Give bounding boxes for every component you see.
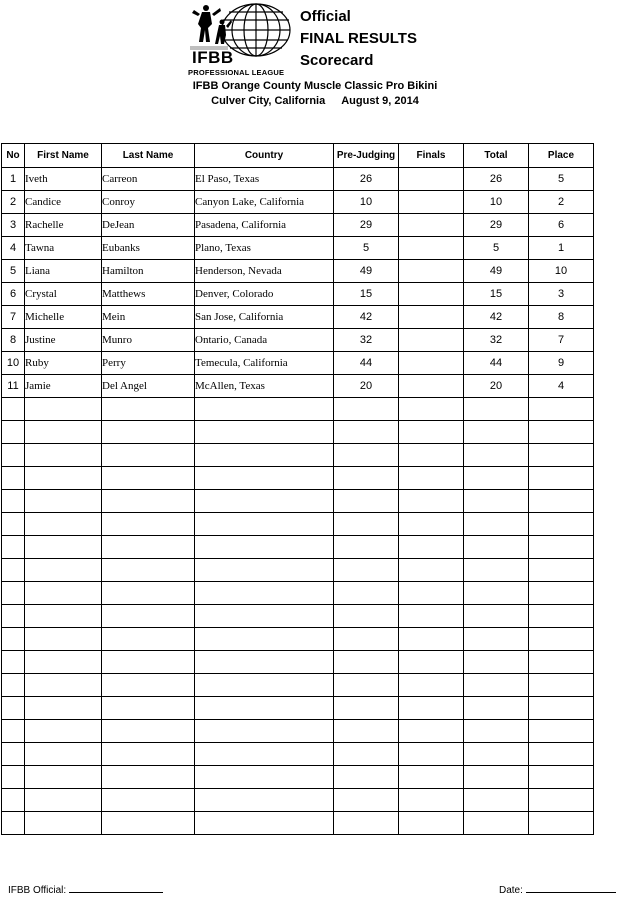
cell-last-name-empty [102, 766, 195, 789]
cell-finals [399, 168, 464, 191]
cell-first-name: Candice [25, 191, 102, 214]
cell-first-name-empty [25, 628, 102, 651]
cell-no: 6 [2, 283, 25, 306]
cell-first-name: Justine [25, 329, 102, 352]
cell-last-name-empty [102, 651, 195, 674]
cell-first-name-empty [25, 674, 102, 697]
col-header-country: Country [195, 144, 334, 168]
cell-finals [399, 375, 464, 398]
cell-finals-empty [399, 743, 464, 766]
cell-finals-empty [399, 812, 464, 835]
cell-pre-judging: 5 [334, 237, 399, 260]
cell-pre-judging-empty [334, 720, 399, 743]
cell-place-empty [529, 743, 594, 766]
cell-pre-judging-empty [334, 651, 399, 674]
cell-country-empty [195, 674, 334, 697]
cell-place-empty [529, 582, 594, 605]
table-row [2, 191, 594, 214]
cell-last-name: Mein [102, 306, 195, 329]
cell-first-name: Ruby [25, 352, 102, 375]
cell-place: 5 [529, 168, 594, 191]
cell-last-name-empty [102, 467, 195, 490]
cell-total-empty [464, 766, 529, 789]
cell-finals [399, 329, 464, 352]
cell-no-empty [2, 743, 25, 766]
cell-pre-judging: 10 [334, 191, 399, 214]
cell-no: 1 [2, 168, 25, 191]
cell-last-name-empty [102, 582, 195, 605]
cell-total-empty [464, 651, 529, 674]
cell-place-empty [529, 444, 594, 467]
cell-total: 10 [464, 191, 529, 214]
cell-pre-judging-empty [334, 743, 399, 766]
table-row [2, 214, 594, 237]
empty-table-row [2, 720, 594, 743]
cell-place-empty [529, 674, 594, 697]
cell-no-empty [2, 398, 25, 421]
cell-no: 4 [2, 237, 25, 260]
cell-finals-empty [399, 697, 464, 720]
cell-total: 42 [464, 306, 529, 329]
cell-last-name-empty [102, 421, 195, 444]
cell-pre-judging-empty [334, 536, 399, 559]
logo-ifbb-text: IFBB [192, 48, 234, 67]
cell-last-name-empty [102, 398, 195, 421]
cell-country: El Paso, Texas [195, 168, 334, 191]
table-row [2, 352, 594, 375]
event-location-date [0, 95, 630, 107]
cell-pre-judging: 32 [334, 329, 399, 352]
cell-place: 9 [529, 352, 594, 375]
cell-pre-judging: 44 [334, 352, 399, 375]
cell-pre-judging-empty [334, 513, 399, 536]
cell-last-name: Del Angel [102, 375, 195, 398]
cell-no-empty [2, 605, 25, 628]
cell-country: Ontario, Canada [195, 329, 334, 352]
empty-table-row [2, 490, 594, 513]
cell-first-name: Michelle [25, 306, 102, 329]
cell-place-empty [529, 605, 594, 628]
cell-place: 7 [529, 329, 594, 352]
cell-no-empty [2, 444, 25, 467]
cell-pre-judging-empty [334, 490, 399, 513]
cell-country-empty [195, 697, 334, 720]
cell-total: 15 [464, 283, 529, 306]
cell-pre-judging-empty [334, 582, 399, 605]
cell-place-empty [529, 421, 594, 444]
event-location: Culver City, California [211, 95, 326, 107]
cell-no: 3 [2, 214, 25, 237]
cell-total-empty [464, 812, 529, 835]
cell-country-empty [195, 398, 334, 421]
cell-total: 44 [464, 352, 529, 375]
cell-finals-empty [399, 766, 464, 789]
cell-place: 4 [529, 375, 594, 398]
cell-place: 6 [529, 214, 594, 237]
cell-pre-judging-empty [334, 812, 399, 835]
cell-no-empty [2, 812, 25, 835]
cell-first-name-empty [25, 444, 102, 467]
col-header-first-name: First Name [25, 144, 102, 168]
table-row [2, 375, 594, 398]
cell-last-name-empty [102, 720, 195, 743]
cell-last-name-empty [102, 605, 195, 628]
cell-total: 29 [464, 214, 529, 237]
cell-pre-judging-empty [334, 766, 399, 789]
cell-place-empty [529, 789, 594, 812]
empty-table-row [2, 536, 594, 559]
cell-finals-empty [399, 467, 464, 490]
cell-finals-empty [399, 789, 464, 812]
cell-country-empty [195, 628, 334, 651]
cell-last-name-empty [102, 789, 195, 812]
cell-country-empty [195, 467, 334, 490]
cell-first-name-empty [25, 467, 102, 490]
cell-finals [399, 260, 464, 283]
cell-country-empty [195, 789, 334, 812]
cell-country-empty [195, 513, 334, 536]
cell-first-name-empty [25, 513, 102, 536]
cell-no-empty [2, 697, 25, 720]
cell-country-empty [195, 444, 334, 467]
cell-pre-judging: 42 [334, 306, 399, 329]
cell-total: 26 [464, 168, 529, 191]
cell-first-name: Crystal [25, 283, 102, 306]
cell-place-empty [529, 467, 594, 490]
cell-total: 32 [464, 329, 529, 352]
cell-no-empty [2, 421, 25, 444]
cell-finals-empty [399, 513, 464, 536]
cell-last-name-empty [102, 444, 195, 467]
cell-no-empty [2, 490, 25, 513]
cell-first-name-empty [25, 490, 102, 513]
cell-first-name-empty [25, 766, 102, 789]
cell-country: Temecula, California [195, 352, 334, 375]
cell-pre-judging: 29 [334, 214, 399, 237]
cell-country: Pasadena, California [195, 214, 334, 237]
cell-country-empty [195, 812, 334, 835]
empty-table-row [2, 651, 594, 674]
cell-no: 2 [2, 191, 25, 214]
cell-total-empty [464, 582, 529, 605]
cell-no-empty [2, 651, 25, 674]
cell-first-name-empty [25, 720, 102, 743]
date-signature-line [526, 884, 616, 893]
col-header-no: No [2, 144, 25, 168]
cell-country-empty [195, 651, 334, 674]
cell-last-name-empty [102, 490, 195, 513]
col-header-last-name: Last Name [102, 144, 195, 168]
cell-first-name-empty [25, 536, 102, 559]
cell-last-name: Conroy [102, 191, 195, 214]
cell-pre-judging-empty [334, 628, 399, 651]
cell-no-empty [2, 513, 25, 536]
cell-pre-judging-empty [334, 697, 399, 720]
footer-official [8, 884, 163, 896]
cell-country: Plano, Texas [195, 237, 334, 260]
cell-first-name-empty [25, 743, 102, 766]
cell-total-empty [464, 444, 529, 467]
cell-total-empty [464, 697, 529, 720]
cell-first-name-empty [25, 789, 102, 812]
cell-no-empty [2, 789, 25, 812]
table-row [2, 168, 594, 191]
cell-pre-judging: 15 [334, 283, 399, 306]
cell-first-name-empty [25, 421, 102, 444]
cell-finals-empty [399, 605, 464, 628]
cell-country: San Jose, California [195, 306, 334, 329]
cell-first-name-empty [25, 398, 102, 421]
cell-finals-empty [399, 628, 464, 651]
date-label: Date: [499, 885, 523, 896]
cell-total-empty [464, 605, 529, 628]
cell-no: 10 [2, 352, 25, 375]
cell-no: 7 [2, 306, 25, 329]
cell-country-empty [195, 490, 334, 513]
cell-finals [399, 191, 464, 214]
cell-finals-empty [399, 536, 464, 559]
empty-table-row [2, 743, 594, 766]
cell-pre-judging-empty [334, 605, 399, 628]
empty-table-row [2, 628, 594, 651]
cell-last-name: Matthews [102, 283, 195, 306]
cell-first-name-empty [25, 812, 102, 835]
cell-pre-judging-empty [334, 444, 399, 467]
cell-no-empty [2, 536, 25, 559]
cell-first-name-empty [25, 559, 102, 582]
cell-finals-empty [399, 490, 464, 513]
cell-pre-judging: 20 [334, 375, 399, 398]
cell-total-empty [464, 421, 529, 444]
table-header-row [2, 144, 594, 168]
cell-last-name-empty [102, 536, 195, 559]
cell-total-empty [464, 559, 529, 582]
cell-place-empty [529, 812, 594, 835]
empty-table-row [2, 674, 594, 697]
cell-last-name: Carreon [102, 168, 195, 191]
results-table [1, 143, 594, 835]
cell-first-name: Iveth [25, 168, 102, 191]
cell-no-empty [2, 766, 25, 789]
cell-last-name: Eubanks [102, 237, 195, 260]
logo-league-text: PROFESSIONAL LEAGUE [188, 68, 285, 77]
cell-total: 20 [464, 375, 529, 398]
cell-last-name-empty [102, 812, 195, 835]
empty-table-row [2, 605, 594, 628]
cell-place-empty [529, 398, 594, 421]
cell-pre-judging-empty [334, 398, 399, 421]
cell-no: 5 [2, 260, 25, 283]
cell-country-empty [195, 559, 334, 582]
cell-finals [399, 237, 464, 260]
cell-country: Denver, Colorado [195, 283, 334, 306]
cell-last-name: Perry [102, 352, 195, 375]
empty-table-row [2, 513, 594, 536]
cell-total: 49 [464, 260, 529, 283]
cell-finals [399, 283, 464, 306]
cell-first-name-empty [25, 605, 102, 628]
cell-total-empty [464, 513, 529, 536]
cell-total-empty [464, 743, 529, 766]
table-row [2, 306, 594, 329]
cell-first-name: Rachelle [25, 214, 102, 237]
table-row [2, 237, 594, 260]
cell-place: 8 [529, 306, 594, 329]
cell-place-empty [529, 536, 594, 559]
cell-place-empty [529, 513, 594, 536]
cell-first-name-empty [25, 697, 102, 720]
cell-country-empty [195, 743, 334, 766]
col-header-finals: Finals [399, 144, 464, 168]
cell-no-empty [2, 720, 25, 743]
official-signature-line [69, 884, 163, 893]
official-label: IFBB Official: [8, 885, 67, 896]
event-date: August 9, 2014 [341, 95, 419, 107]
cell-first-name-empty [25, 582, 102, 605]
col-header-place: Place [529, 144, 594, 168]
cell-no-empty [2, 628, 25, 651]
cell-place: 2 [529, 191, 594, 214]
col-header-total: Total [464, 144, 529, 168]
cell-total-empty [464, 536, 529, 559]
title-official: Official [300, 8, 351, 25]
footer-date [499, 884, 616, 896]
cell-place: 3 [529, 283, 594, 306]
empty-table-row [2, 766, 594, 789]
cell-country: McAllen, Texas [195, 375, 334, 398]
empty-table-row [2, 467, 594, 490]
cell-total-empty [464, 789, 529, 812]
empty-table-row [2, 398, 594, 421]
cell-last-name-empty [102, 697, 195, 720]
empty-table-row [2, 444, 594, 467]
cell-total: 5 [464, 237, 529, 260]
empty-table-row [2, 789, 594, 812]
cell-last-name: DeJean [102, 214, 195, 237]
cell-finals-empty [399, 398, 464, 421]
cell-last-name-empty [102, 559, 195, 582]
cell-finals [399, 306, 464, 329]
cell-country-empty [195, 605, 334, 628]
cell-last-name-empty [102, 513, 195, 536]
cell-no: 11 [2, 375, 25, 398]
cell-last-name-empty [102, 674, 195, 697]
cell-total-empty [464, 628, 529, 651]
cell-country: Henderson, Nevada [195, 260, 334, 283]
cell-place-empty [529, 697, 594, 720]
cell-finals-empty [399, 582, 464, 605]
title-scorecard: Scorecard [300, 52, 374, 69]
cell-total-empty [464, 467, 529, 490]
cell-finals-empty [399, 720, 464, 743]
cell-no-empty [2, 582, 25, 605]
cell-finals-empty [399, 651, 464, 674]
cell-finals [399, 352, 464, 375]
cell-total-empty [464, 674, 529, 697]
cell-place-empty [529, 720, 594, 743]
title-final-results: FINAL RESULTS [300, 30, 417, 47]
cell-country-empty [195, 536, 334, 559]
cell-country-empty [195, 421, 334, 444]
empty-table-row [2, 421, 594, 444]
col-header-pre-judging: Pre-Judging [334, 144, 399, 168]
cell-place-empty [529, 628, 594, 651]
cell-no: 8 [2, 329, 25, 352]
cell-no-empty [2, 559, 25, 582]
table-row [2, 260, 594, 283]
cell-first-name: Jamie [25, 375, 102, 398]
empty-table-row [2, 812, 594, 835]
empty-table-row [2, 559, 594, 582]
cell-place-empty [529, 766, 594, 789]
cell-place-empty [529, 559, 594, 582]
cell-place: 10 [529, 260, 594, 283]
cell-last-name-empty [102, 743, 195, 766]
event-name: IFBB Orange County Muscle Classic Pro Bikini [192, 80, 438, 92]
cell-finals-empty [399, 559, 464, 582]
table-row [2, 283, 594, 306]
cell-pre-judging-empty [334, 467, 399, 490]
cell-total-empty [464, 398, 529, 421]
table-row [2, 329, 594, 352]
scorecard-header [0, 0, 630, 140]
cell-country-empty [195, 582, 334, 605]
cell-total-empty [464, 720, 529, 743]
empty-table-row [2, 697, 594, 720]
cell-first-name-empty [25, 651, 102, 674]
cell-country-empty [195, 720, 334, 743]
cell-no-empty [2, 467, 25, 490]
cell-total-empty [464, 490, 529, 513]
cell-country-empty [195, 766, 334, 789]
cell-no-empty [2, 674, 25, 697]
cell-place-empty [529, 490, 594, 513]
cell-finals-empty [399, 421, 464, 444]
cell-pre-judging: 49 [334, 260, 399, 283]
cell-pre-judging-empty [334, 559, 399, 582]
cell-pre-judging-empty [334, 421, 399, 444]
cell-finals [399, 214, 464, 237]
cell-last-name: Hamilton [102, 260, 195, 283]
cell-place-empty [529, 651, 594, 674]
cell-finals-empty [399, 444, 464, 467]
results-table-body [2, 168, 594, 835]
cell-last-name: Munro [102, 329, 195, 352]
cell-first-name: Liana [25, 260, 102, 283]
cell-first-name: Tawna [25, 237, 102, 260]
empty-table-row [2, 582, 594, 605]
cell-country: Canyon Lake, California [195, 191, 334, 214]
cell-pre-judging-empty [334, 789, 399, 812]
cell-place: 1 [529, 237, 594, 260]
cell-last-name-empty [102, 628, 195, 651]
cell-pre-judging-empty [334, 674, 399, 697]
cell-pre-judging: 26 [334, 168, 399, 191]
cell-finals-empty [399, 674, 464, 697]
